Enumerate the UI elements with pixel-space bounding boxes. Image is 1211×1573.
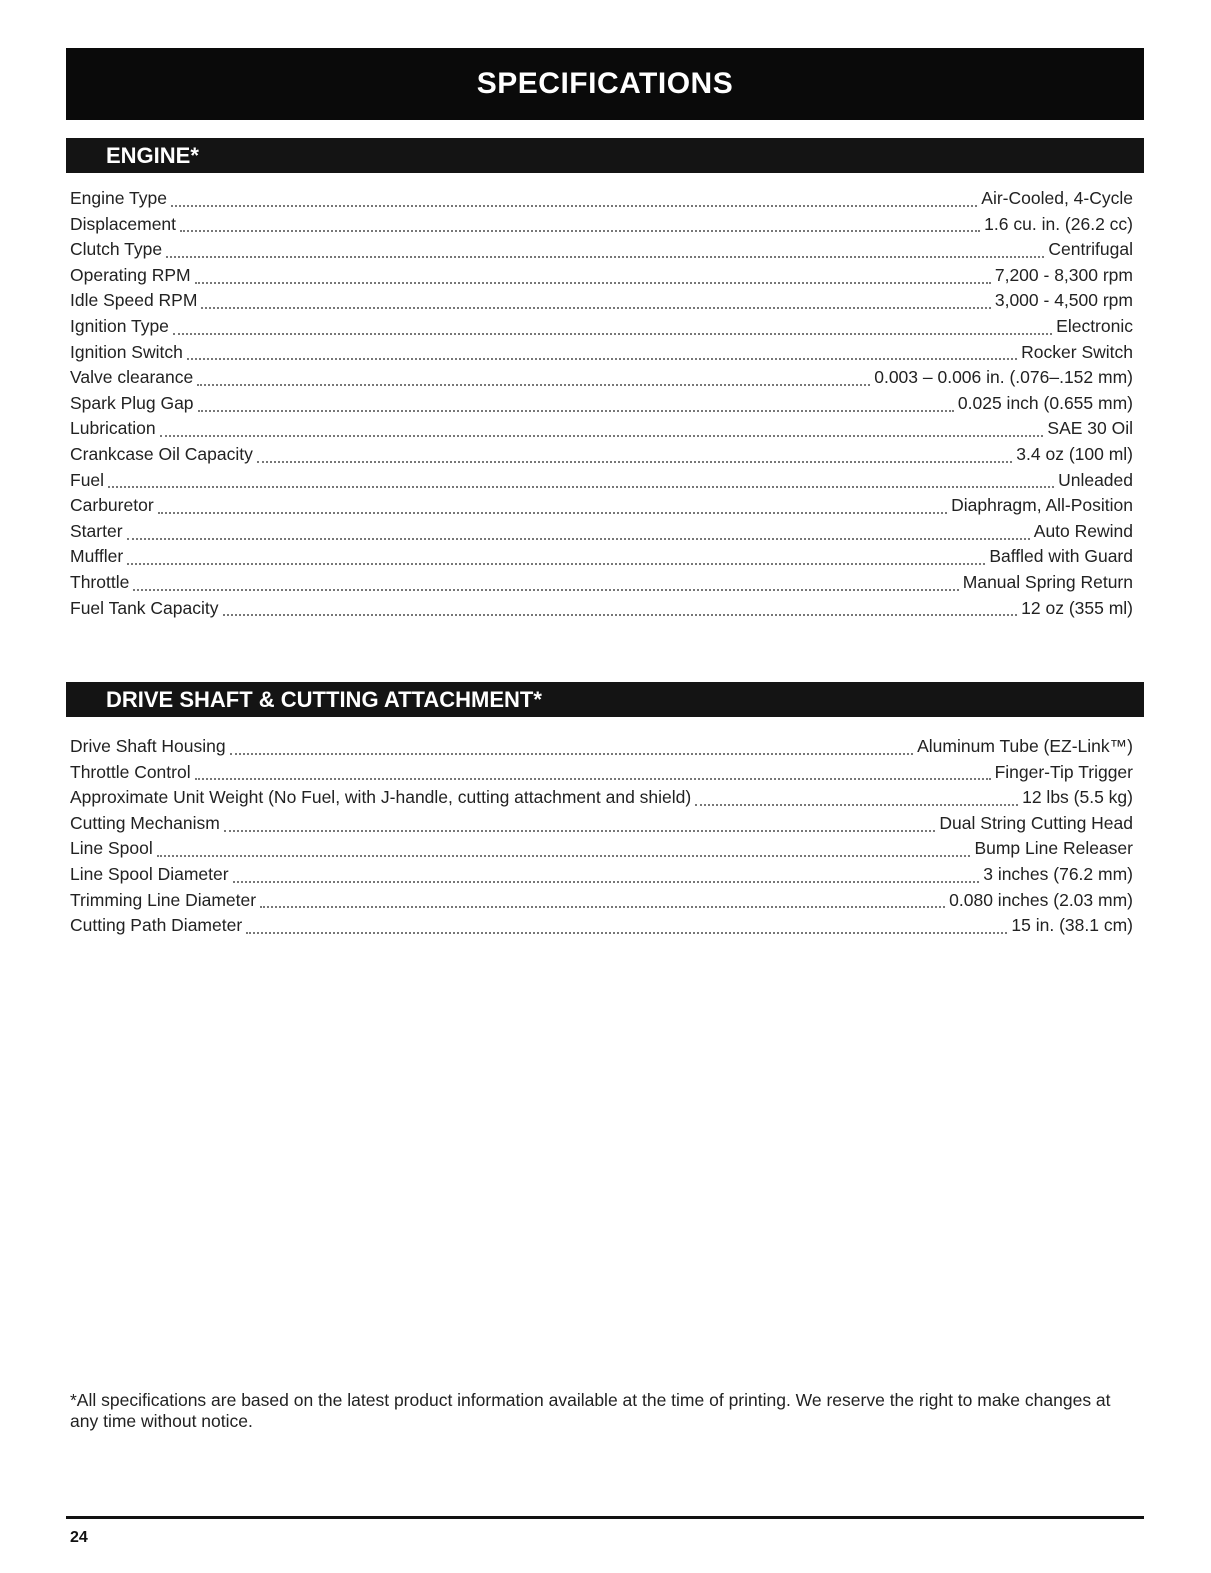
footer-rule bbox=[66, 1516, 1144, 1519]
dot-leader bbox=[133, 589, 958, 591]
spec-row bbox=[70, 367, 1133, 393]
spec-label: Lubrication bbox=[70, 418, 156, 439]
dot-leader bbox=[187, 358, 1017, 360]
spec-value: 0.080 inches (2.03 mm) bbox=[949, 889, 1133, 910]
dot-leader bbox=[166, 256, 1044, 258]
dot-leader bbox=[223, 614, 1018, 616]
dot-leader bbox=[233, 881, 980, 883]
spec-value: Unleaded bbox=[1058, 469, 1133, 490]
spec-label: Muffler bbox=[70, 546, 124, 567]
spec-row bbox=[70, 393, 1133, 419]
dot-leader bbox=[230, 753, 913, 755]
spec-value: 0.025 inch (0.655 mm) bbox=[957, 392, 1133, 413]
engine-spec-list bbox=[70, 188, 1133, 623]
dot-leader bbox=[224, 830, 936, 832]
spec-label: Cutting Path Diameter bbox=[70, 915, 243, 936]
spec-row bbox=[70, 762, 1133, 788]
spec-row bbox=[70, 915, 1133, 941]
spec-value: 3.4 oz (100 ml) bbox=[1016, 443, 1133, 464]
spec-row bbox=[70, 290, 1133, 316]
spec-row bbox=[70, 864, 1133, 890]
dot-leader bbox=[260, 906, 945, 908]
spec-row bbox=[70, 521, 1133, 547]
spec-label: Carburetor bbox=[70, 495, 154, 516]
dot-leader bbox=[695, 804, 1018, 806]
spec-value: Aluminum Tube (EZ-Link™) bbox=[917, 736, 1133, 756]
spec-value: 7,200 - 8,300 rpm bbox=[994, 264, 1133, 285]
engine-section-header bbox=[66, 138, 1144, 173]
dot-leader bbox=[160, 435, 1044, 437]
spec-value: 0.003 – 0.006 in. (.076–.152 mm) bbox=[874, 367, 1133, 388]
spec-value: Rocker Switch bbox=[1021, 341, 1133, 362]
spec-value: Finger-Tip Trigger bbox=[994, 761, 1133, 782]
dot-leader bbox=[246, 932, 1007, 934]
spec-value: Dual String Cutting Head bbox=[939, 812, 1133, 833]
spec-value: Baffled with Guard bbox=[989, 546, 1133, 567]
spec-row bbox=[70, 572, 1133, 598]
dot-leader bbox=[195, 778, 991, 780]
spec-value: 15 in. (38.1 cm) bbox=[1011, 915, 1133, 936]
dot-leader bbox=[195, 282, 991, 284]
dot-leader bbox=[158, 512, 947, 514]
spec-label: Idle Speed RPM bbox=[70, 290, 198, 311]
spec-label: Crankcase Oil Capacity bbox=[70, 443, 253, 464]
spec-label: Valve clearance bbox=[70, 367, 194, 388]
spec-label: Fuel Tank Capacity bbox=[70, 597, 219, 618]
drive-spec-list bbox=[70, 736, 1133, 941]
spec-label: Clutch Type bbox=[70, 239, 163, 260]
spec-label: Ignition Type bbox=[70, 315, 169, 336]
spec-label: Line Spool bbox=[70, 838, 153, 859]
spec-row bbox=[70, 342, 1133, 368]
dot-leader bbox=[108, 486, 1054, 488]
drive-section-title: DRIVE SHAFT & CUTTING ATTACHMENT* bbox=[106, 687, 542, 712]
spec-label: Ignition Switch bbox=[70, 341, 183, 362]
spec-label: Drive Shaft Housing bbox=[70, 736, 226, 756]
spec-row bbox=[70, 787, 1133, 813]
spec-value: 1.6 cu. in. (26.2 cc) bbox=[984, 213, 1133, 234]
spec-row bbox=[70, 470, 1133, 496]
spec-value: Air-Cooled, 4-Cycle bbox=[981, 188, 1133, 208]
dot-leader bbox=[171, 205, 977, 207]
spec-label: Starter bbox=[70, 520, 123, 541]
engine-section-title: ENGINE* bbox=[106, 143, 199, 168]
spec-label: Trimming Line Diameter bbox=[70, 889, 257, 910]
dot-leader bbox=[257, 461, 1012, 463]
drive-section-header bbox=[66, 682, 1144, 717]
spec-row bbox=[70, 316, 1133, 342]
spec-row bbox=[70, 188, 1133, 214]
spec-row bbox=[70, 546, 1133, 572]
page-number: 24 bbox=[70, 1529, 88, 1546]
spec-row bbox=[70, 838, 1133, 864]
spec-row bbox=[70, 418, 1133, 444]
dot-leader bbox=[127, 538, 1030, 540]
spec-value: Diaphragm, All-Position bbox=[951, 495, 1133, 516]
page-title-banner bbox=[66, 48, 1144, 120]
spec-label: Engine Type bbox=[70, 188, 167, 208]
spec-row bbox=[70, 736, 1133, 762]
spec-value: SAE 30 Oil bbox=[1047, 418, 1133, 439]
spec-row bbox=[70, 214, 1133, 240]
spec-row bbox=[70, 444, 1133, 470]
spec-value: Electronic bbox=[1056, 315, 1133, 336]
spec-value: 3,000 - 4,500 rpm bbox=[994, 290, 1133, 311]
spec-label: Cutting Mechanism bbox=[70, 812, 220, 833]
dot-leader bbox=[173, 333, 1052, 335]
spec-value: Bump Line Releaser bbox=[974, 838, 1133, 859]
spec-row bbox=[70, 495, 1133, 521]
spec-label: Line Spool Diameter bbox=[70, 863, 229, 884]
spec-label: Fuel bbox=[70, 469, 105, 490]
dot-leader bbox=[201, 307, 990, 309]
spec-label: Operating RPM bbox=[70, 264, 191, 285]
footnote: *All specifications are based on the latest product information available at the time of printing. We reserve the right to make changes at any time without notice. bbox=[70, 1390, 1111, 1431]
spec-value: Auto Rewind bbox=[1033, 520, 1133, 541]
spec-value: Manual Spring Return bbox=[962, 571, 1133, 592]
spec-row bbox=[70, 890, 1133, 916]
dot-leader bbox=[180, 230, 980, 232]
spec-row bbox=[70, 265, 1133, 291]
spec-label: Displacement bbox=[70, 213, 177, 234]
spec-label: Throttle bbox=[70, 571, 130, 592]
spec-value: 12 lbs (5.5 kg) bbox=[1022, 787, 1133, 808]
spec-value: 12 oz (355 ml) bbox=[1021, 597, 1133, 618]
spec-label: Approximate Unit Weight (No Fuel, with J-handle, cutting attachment and shield) bbox=[70, 787, 692, 808]
spec-value: 3 inches (76.2 mm) bbox=[983, 863, 1133, 884]
spec-row bbox=[70, 813, 1133, 839]
spec-label: Spark Plug Gap bbox=[70, 392, 194, 413]
dot-leader bbox=[127, 563, 985, 565]
spec-row bbox=[70, 598, 1133, 624]
page-title: SPECIFICATIONS bbox=[476, 67, 734, 100]
dot-leader bbox=[197, 384, 870, 386]
dot-leader bbox=[157, 855, 971, 857]
spec-value: Centrifugal bbox=[1048, 239, 1133, 260]
spec-label: Throttle Control bbox=[70, 761, 191, 782]
spec-row bbox=[70, 239, 1133, 265]
dot-leader bbox=[198, 410, 954, 412]
